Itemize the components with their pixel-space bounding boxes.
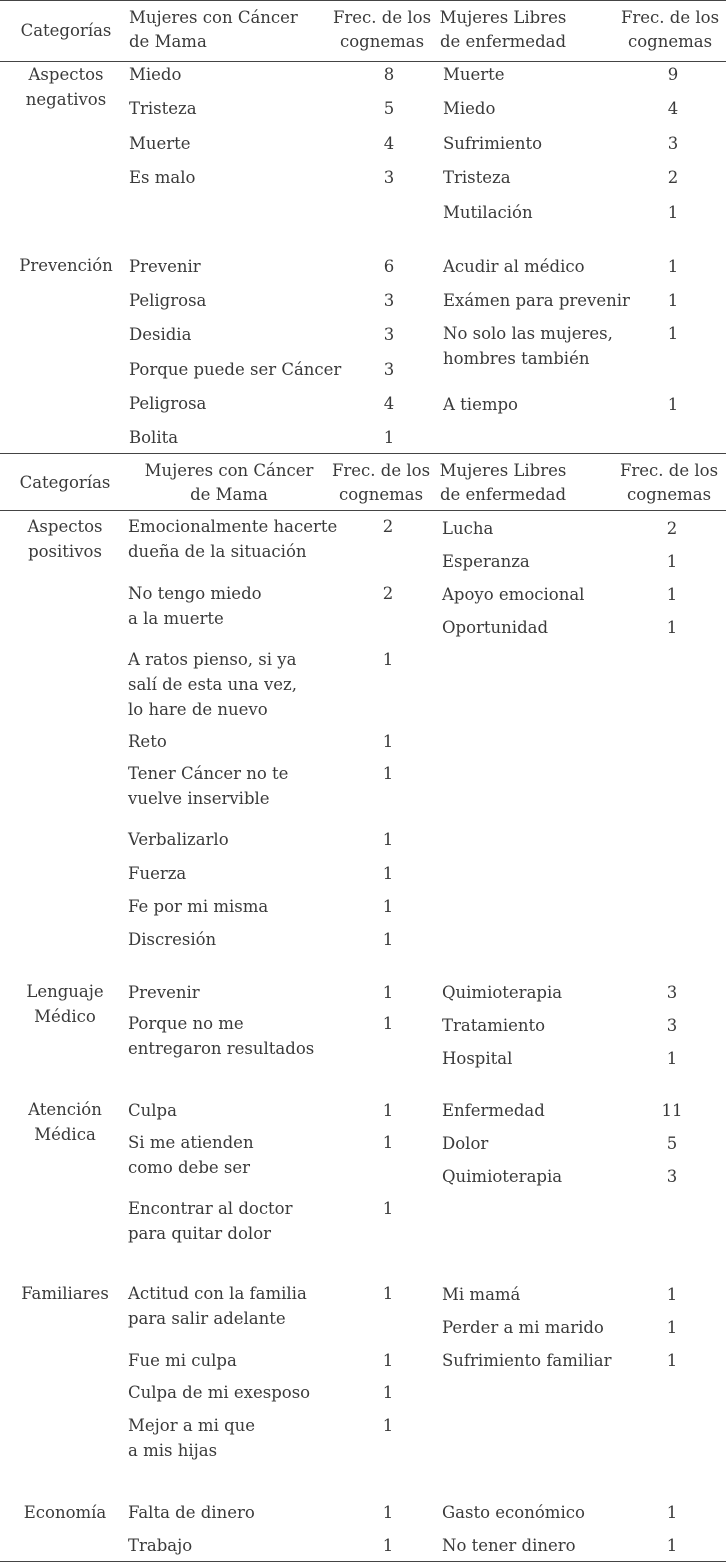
header-categorias: Categorías (19, 473, 111, 492)
header-libres: de enfermedad (439, 485, 567, 504)
table-divider-rule (0, 453, 726, 454)
cancer-freq: 2 (382, 584, 394, 603)
libres-term: Sufrimiento familiar (442, 1351, 612, 1370)
libres-term: Mutilación (443, 203, 533, 222)
category-label: positivos (28, 542, 102, 561)
cancer-term: Falta de dinero (128, 1503, 255, 1522)
libres-freq: 1 (667, 203, 679, 222)
libres-freq: 1 (667, 395, 679, 414)
cancer-term: Culpa de mi exesposo (128, 1383, 311, 1402)
cancer-term: a mis hijas (128, 1441, 218, 1460)
cancer-freq: 1 (382, 650, 394, 669)
cancer-freq: 1 (382, 897, 394, 916)
cancer-term: Peligrosa (129, 291, 207, 310)
header-freq-cancer: cognemas (339, 32, 425, 51)
category-label: Médica (34, 1125, 96, 1144)
libres-freq: 1 (666, 585, 678, 604)
libres-term: Tratamiento (442, 1016, 546, 1035)
libres-term: No tener dinero (442, 1536, 576, 1555)
libres-term: Hospital (442, 1049, 513, 1068)
cancer-term: Actitud con la familia (128, 1284, 307, 1303)
cancer-freq: 3 (383, 325, 395, 344)
libres-freq: 2 (667, 168, 679, 187)
cancer-term: Prevenir (129, 257, 201, 276)
cancer-term: Tristeza (129, 99, 197, 118)
header-freq-libres: Frec. de los (619, 461, 719, 480)
cancer-freq: 1 (382, 1503, 394, 1522)
cancer-freq: 1 (382, 930, 394, 949)
libres-freq: 9 (667, 65, 679, 84)
category-label: Aspectos (27, 517, 103, 536)
libres-freq: 1 (666, 1351, 678, 1370)
cancer-term: Verbalizarlo (128, 830, 229, 849)
libres-freq: 3 (666, 1167, 678, 1186)
libres-freq: 1 (667, 291, 679, 310)
table2-bottom-rule (0, 1561, 726, 1562)
cancer-term: Mejor a mi que (128, 1416, 256, 1435)
cancer-term: Trabajo (128, 1536, 193, 1555)
libres-term: Enfermedad (442, 1101, 545, 1120)
libres-term: Tristeza (443, 168, 511, 187)
cancer-term: Discresión (128, 930, 217, 949)
libres-freq: 5 (666, 1134, 678, 1153)
cancer-term: Peligrosa (129, 394, 207, 413)
libres-term: A tiempo (443, 395, 518, 414)
libres-term: Muerte (443, 65, 505, 84)
category-label: Médico (34, 1007, 96, 1026)
cancer-freq: 1 (382, 830, 394, 849)
cancer-freq: 1 (382, 1199, 394, 1218)
cancer-term: a la muerte (128, 609, 224, 628)
header-freq-cancer: Frec. de los (331, 461, 431, 480)
libres-term: Perder a mi marido (442, 1318, 604, 1337)
category-label: negativos (25, 90, 107, 109)
cancer-term: Fuerza (128, 864, 187, 883)
libres-freq: 1 (666, 552, 678, 571)
libres-term: Gasto económico (442, 1503, 585, 1522)
cancer-term: Encontrar al doctor (128, 1199, 293, 1218)
libres-freq: 1 (666, 618, 678, 637)
cancer-freq: 4 (383, 394, 395, 413)
category-label: Lenguaje (26, 982, 104, 1001)
cancer-term: Emocionalmente hacerte (128, 517, 338, 536)
cancer-term: A ratos pienso, si ya (128, 650, 297, 669)
cancer-term: para salir adelante (128, 1309, 286, 1328)
cancer-term: No tengo miedo (128, 584, 262, 603)
cancer-term: Es malo (129, 168, 196, 187)
libres-term: Mi mamá (442, 1285, 521, 1304)
libres-term: Dolor (442, 1134, 489, 1153)
cancer-freq: 1 (382, 1101, 394, 1120)
libres-term: Oportunidad (442, 618, 549, 637)
cancer-freq: 1 (382, 1536, 394, 1555)
cancer-term: Porque no me (128, 1014, 244, 1033)
cancer-freq: 1 (382, 864, 394, 883)
cancer-term: Culpa (128, 1101, 177, 1120)
cancer-term: para quitar dolor (128, 1224, 272, 1243)
libres-freq: 1 (666, 1536, 678, 1555)
cancer-freq: 1 (382, 732, 394, 751)
header-libres: Mujeres Libres (439, 461, 567, 480)
libres-freq: 3 (667, 134, 679, 153)
cancer-term: vuelve inservible (128, 789, 270, 808)
header-freq-cancer: Frec. de los (332, 8, 432, 27)
header-freq-libres: cognemas (626, 485, 712, 504)
cancer-freq: 5 (383, 99, 395, 118)
cancer-freq: 3 (383, 360, 395, 379)
cancer-freq: 8 (383, 65, 395, 84)
cancer-freq: 6 (383, 257, 395, 276)
libres-freq: 1 (667, 324, 679, 343)
libres-freq: 11 (661, 1101, 683, 1120)
header-libres: de enfermedad (439, 32, 567, 51)
header-freq-libres: cognemas (627, 32, 713, 51)
cancer-freq: 4 (383, 134, 395, 153)
header-cancer: de Mama (129, 32, 207, 51)
cancer-freq: 2 (382, 517, 394, 536)
cancer-freq: 1 (382, 1284, 394, 1303)
category-label: Atención (28, 1100, 102, 1119)
header-cancer: Mujeres con Cáncer (129, 8, 298, 27)
libres-term: Apoyo emocional (442, 585, 585, 604)
header-cancer: de Mama (190, 485, 268, 504)
libres-term: Lucha (442, 519, 494, 538)
header-freq-cancer: cognemas (338, 485, 424, 504)
libres-term: Quimioterapia (442, 983, 563, 1002)
cancer-freq: 1 (382, 764, 394, 783)
cancer-freq: 1 (382, 1383, 394, 1402)
cancer-freq: 1 (382, 983, 394, 1002)
libres-term: Quimioterapia (442, 1167, 563, 1186)
libres-freq: 1 (666, 1285, 678, 1304)
header-libres: Mujeres Libres (439, 8, 567, 27)
cancer-freq: 1 (383, 428, 395, 447)
cancer-term: entregaron resultados (128, 1039, 315, 1058)
category-label: Aspectos (28, 65, 104, 84)
cancer-term: lo hare de nuevo (128, 700, 268, 719)
header-freq-libres: Frec. de los (620, 8, 720, 27)
libres-freq: 1 (666, 1318, 678, 1337)
cancer-freq: 1 (382, 1014, 394, 1033)
libres-term: Acudir al médico (443, 257, 585, 276)
cancer-term: Bolita (129, 428, 179, 447)
category-label: Prevención (19, 256, 113, 275)
table2-header-rule (0, 510, 726, 511)
cancer-term: Muerte (129, 134, 191, 153)
libres-freq: 1 (666, 1049, 678, 1068)
cancer-term: Si me atienden (128, 1133, 254, 1152)
cancer-term: Tener Cáncer no te (128, 764, 289, 783)
libres-term: hombres también (443, 349, 590, 368)
table1-top-rule (0, 0, 726, 1)
libres-term: Esperanza (442, 552, 530, 571)
libres-freq: 2 (666, 519, 678, 538)
category-label: Familiares (21, 1284, 109, 1303)
cancer-term: Fue mi culpa (128, 1351, 237, 1370)
cancer-term: Reto (128, 732, 167, 751)
libres-freq: 1 (666, 1503, 678, 1522)
libres-term: No solo las mujeres, (443, 324, 613, 343)
cancer-freq: 3 (383, 168, 395, 187)
libres-term: Miedo (443, 99, 496, 118)
libres-term: Exámen para prevenir (443, 291, 630, 310)
cancer-term: salí de esta una vez, (128, 675, 297, 694)
cancer-term: como debe ser (128, 1158, 251, 1177)
cancer-freq: 1 (382, 1416, 394, 1435)
libres-freq: 3 (666, 1016, 678, 1035)
header-cancer: Mujeres con Cáncer (144, 461, 314, 480)
header-categorias: Categorías (20, 21, 112, 40)
libres-term: Sufrimiento (443, 134, 543, 153)
cancer-term: dueña de la situación (128, 542, 307, 561)
cancer-term: Porque puede ser Cáncer (129, 360, 342, 379)
cancer-freq: 1 (382, 1351, 394, 1370)
cancer-term: Prevenir (128, 983, 200, 1002)
libres-freq: 4 (667, 99, 679, 118)
cancer-term: Fe por mi misma (128, 897, 269, 916)
category-label: Economía (23, 1503, 107, 1522)
cancer-term: Desidia (129, 325, 192, 344)
cancer-term: Miedo (129, 65, 182, 84)
libres-freq: 1 (667, 257, 679, 276)
cancer-freq: 3 (383, 291, 395, 310)
libres-freq: 3 (666, 983, 678, 1002)
cancer-freq: 1 (382, 1133, 394, 1152)
